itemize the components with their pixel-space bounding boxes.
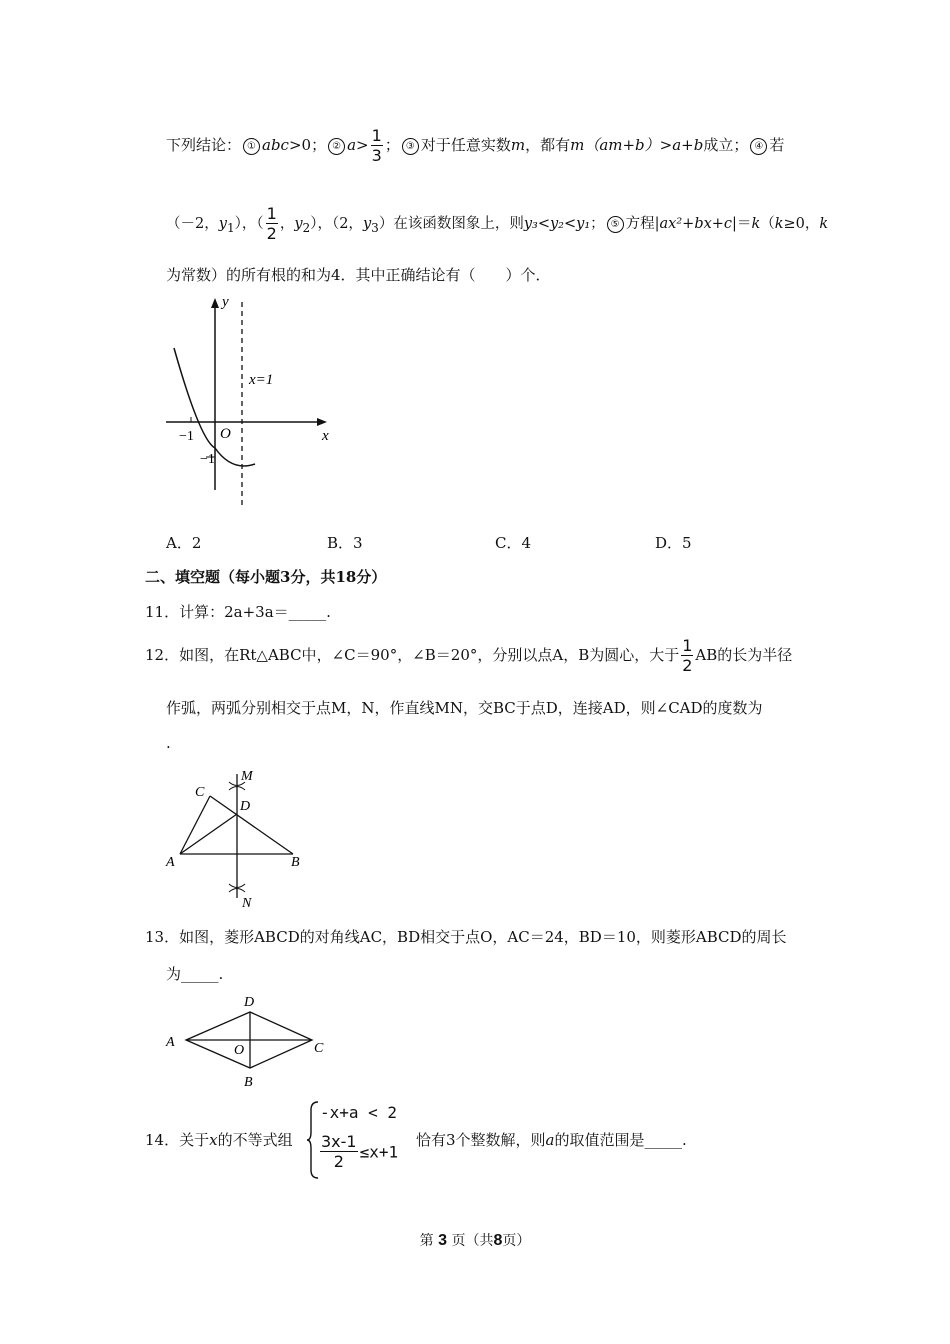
- label-c: C: [195, 785, 205, 800]
- label-n: N: [242, 896, 252, 911]
- label-c: C: [314, 1041, 324, 1056]
- q13-line1: 13．如图，菱形ABCD的对角线AC，BD相交于点O，AC＝24，BD＝10，则菱形ABCD的周长: [145, 928, 787, 946]
- choice-c: C．4: [495, 534, 532, 552]
- choice-a: A．2: [166, 534, 202, 552]
- q13-line2: 为_____.: [166, 965, 224, 983]
- q14-prefix: 14．关于x的不等式组: [145, 1131, 293, 1149]
- q11: 11．计算：2a+3a＝_____.: [145, 603, 331, 621]
- parabola-graph: [160, 290, 350, 520]
- q10-line1: 下列结论： ① abc>0； ② a> $\frac{1}{3}$ ； ③ 对于任意实数m，都有m（am+b）>a+b成立； ④ 若: [166, 126, 785, 165]
- q12-line2: 作弧，两弧分别相交于点M，N，作直线MN，交BC于点D，连接AD，则∠CAD的度数为: [166, 699, 763, 717]
- segment-ad: [180, 814, 237, 854]
- page-total: 8: [493, 1232, 503, 1249]
- q14-suffix: 恰有3个整数解，则a的取值范围是_____.: [416, 1131, 687, 1149]
- label-b: B: [244, 1075, 253, 1090]
- system-line1: -x+a < 2: [320, 1103, 398, 1122]
- circle-num-1: ①: [243, 138, 260, 155]
- y-axis-arrow: [211, 298, 219, 308]
- q10-line2: （－2，$y_1$），（ $\frac{1}{2}$ ，$y_2$），（2，$y_3$）在该函数图象上，则y₃<y₂<y₁； ⑤ 方程|ax²+bx+c|＝k（k≥0，k: [166, 204, 829, 243]
- side-ac: [180, 796, 210, 854]
- x-axis-label: x: [322, 428, 329, 444]
- q10-line3: 为常数）的所有根的和为4．其中正确结论有（ ）个．: [166, 266, 551, 284]
- section-heading: 二、填空题（每小题3分，共18分）: [145, 568, 387, 586]
- fraction-one-half-q12: $\frac{1}{2}$: [682, 636, 693, 675]
- q12-line3: .: [166, 734, 171, 752]
- label-b: B: [291, 855, 300, 870]
- label-a: A: [166, 1035, 175, 1050]
- fraction-one-half: $\frac{1}{2}$: [266, 204, 277, 243]
- brace-icon: [307, 1102, 318, 1178]
- circle-num-3: ③: [402, 138, 419, 155]
- circle-num-4: ④: [750, 138, 767, 155]
- y-axis-label: y: [222, 294, 229, 310]
- rhombus-figure: [160, 990, 340, 1094]
- label-d: D: [240, 799, 251, 814]
- choice-b: B．3: [327, 534, 363, 552]
- q12-line1: 12．如图，在Rt△ABC中，∠C＝90°，∠B＝20°，分别以点A，B为圆心，大于 $\frac{1}{2}$ AB的长为半径: [145, 636, 793, 675]
- circle-num-2: ②: [328, 138, 345, 155]
- axis-of-symmetry-label: x=1: [249, 372, 274, 388]
- choice-d: D．5: [655, 534, 692, 552]
- triangle-figure: [160, 762, 320, 912]
- fraction-one-third: $\frac{1}{3}$: [371, 126, 382, 165]
- system-fraction: $\frac{3x-1}{2}$: [321, 1132, 357, 1171]
- x-axis-arrow: [317, 418, 327, 426]
- page-footer: 第 3 页（共8页）: [419, 1232, 531, 1249]
- label-a: A: [166, 855, 175, 870]
- page-number: 3: [438, 1232, 447, 1249]
- neg1-y-label: −1: [200, 452, 215, 467]
- system-line2: $\frac{3x-1}{2}$ ≤x+1: [321, 1132, 399, 1171]
- label-m: M: [241, 769, 253, 784]
- label-d: D: [244, 995, 255, 1010]
- origin-label: O: [220, 426, 231, 442]
- neg1-x-label: −1: [179, 429, 194, 444]
- circle-num-5: ⑤: [607, 216, 624, 233]
- label-o: O: [234, 1043, 245, 1058]
